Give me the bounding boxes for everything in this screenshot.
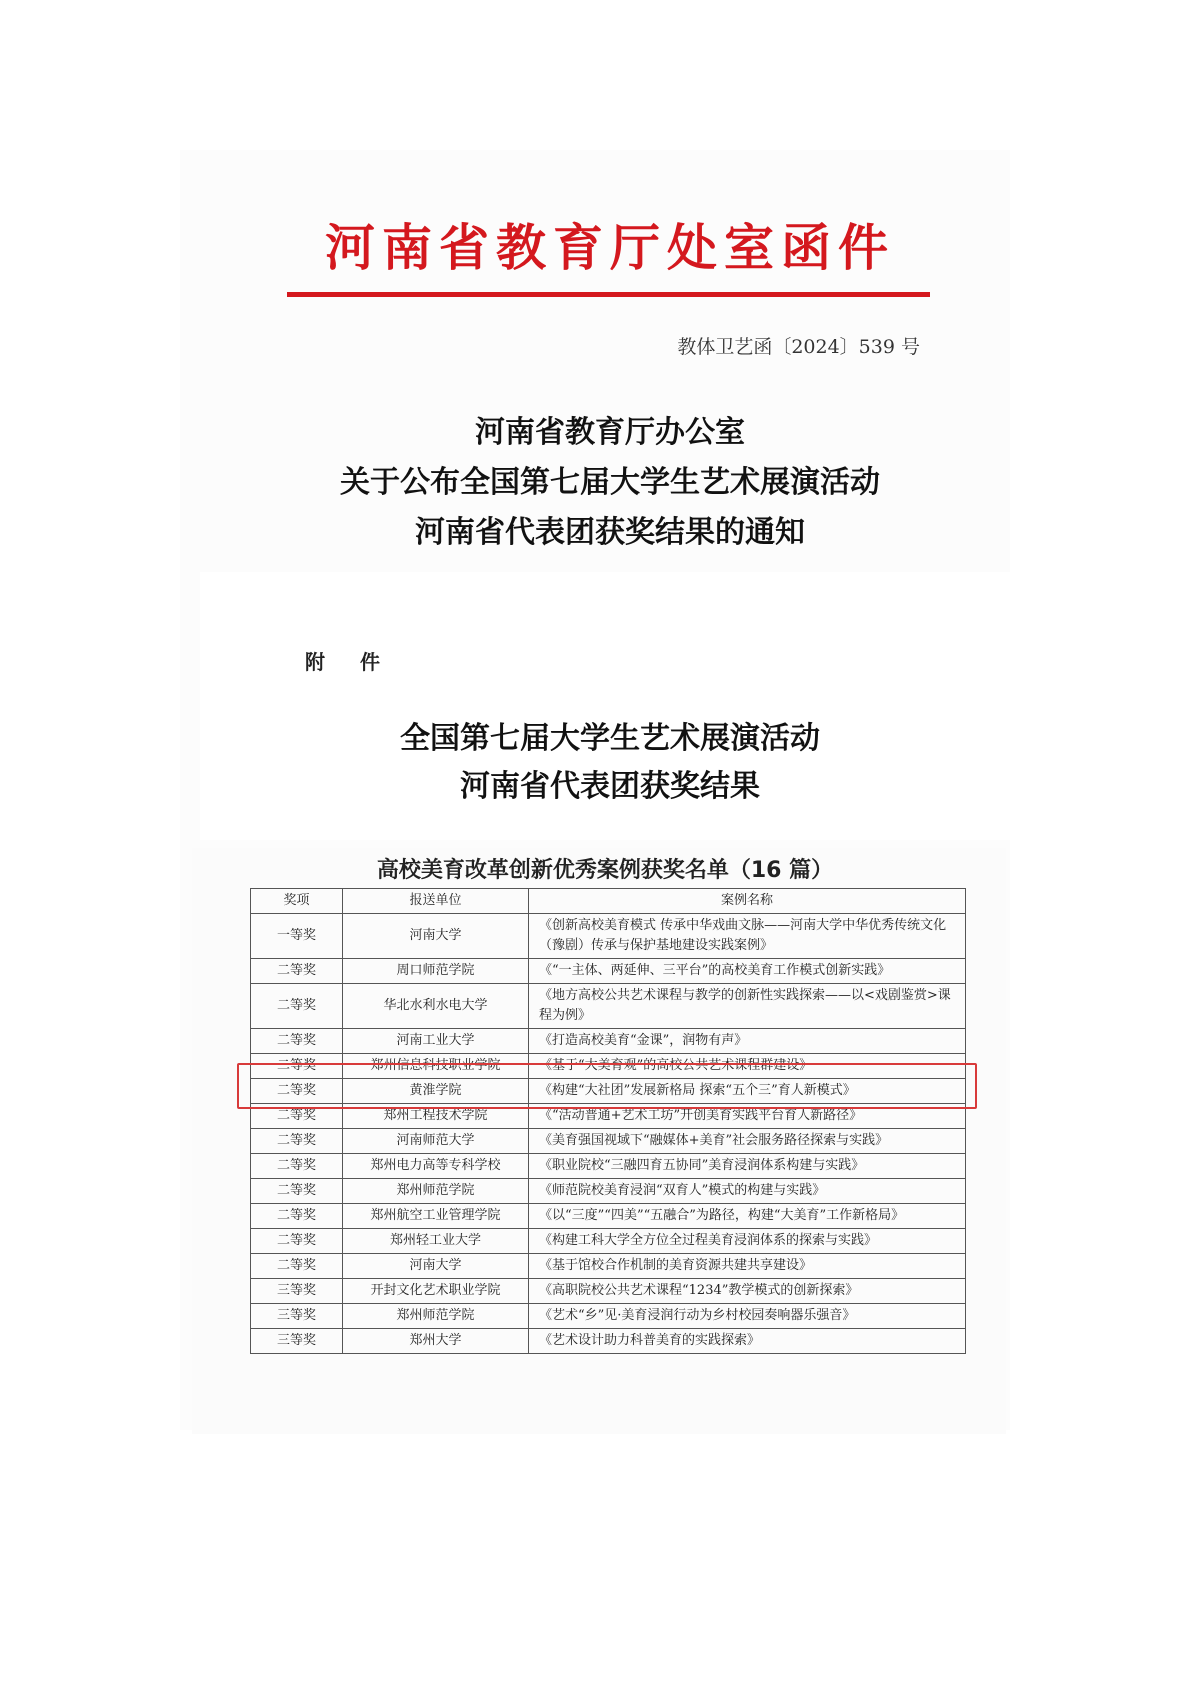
unit-cell: 河南师范大学	[343, 1129, 529, 1154]
header-case: 案例名称	[529, 889, 966, 914]
case-cell: 《高职院校公共艺术课程“1234”教学模式的创新探索》	[529, 1279, 966, 1304]
case-cell: 《职业院校“三融四育五协同”美育浸润体系构建与实践》	[529, 1154, 966, 1179]
case-cell: 《地方高校公共艺术课程与教学的创新性实践探索——以<戏剧鉴赏>课程为例》	[529, 984, 966, 1029]
award-cell: 二等奖	[251, 1204, 343, 1229]
table-row	[251, 1304, 966, 1329]
table-row	[251, 1229, 966, 1254]
notice-title-line: 河南省代表团获奖结果的通知	[415, 515, 805, 550]
case-cell: 《“活动普通+艺术工坊”开创美育实践平台育人新路径》	[529, 1104, 966, 1129]
attachment-label: 附 件	[305, 650, 394, 674]
header-award: 奖项	[251, 889, 343, 914]
results-title-line: 全国第七届大学生艺术展演活动	[400, 721, 820, 756]
table-caption: 高校美育改革创新优秀案例获奖名单（16 篇）	[376, 858, 834, 883]
unit-cell: 河南工业大学	[343, 1029, 529, 1054]
table-row	[251, 1129, 966, 1154]
case-cell: 《打造高校美育“金课”，润物有声》	[529, 1029, 966, 1054]
table-header-row	[251, 889, 966, 914]
award-cell: 二等奖	[251, 1229, 343, 1254]
highlight-box	[237, 1063, 977, 1109]
header-unit: 报送单位	[343, 889, 529, 914]
table-row	[251, 1254, 966, 1279]
notice-title	[270, 408, 950, 558]
award-cell: 二等奖	[251, 1054, 343, 1079]
case-cell: 《以“三度”“四美”“五融合”为路径，构建“大美育”工作新格局》	[529, 1204, 966, 1229]
award-cell: 二等奖	[251, 959, 343, 984]
award-cell: 二等奖	[251, 1104, 343, 1129]
case-cell: 《“一主体、两延伸、三平台”的高校美育工作模式创新实践》	[529, 959, 966, 984]
notice-title-line: 河南省教育厅办公室	[475, 415, 745, 450]
case-cell: 《艺术设计助力科普美育的实践探索》	[529, 1329, 966, 1354]
case-cell: 《创新高校美育模式 传承中华戏曲文脉——河南大学中华优秀传统文化（豫剧）传承与保护基地建设实践案例》	[529, 914, 966, 959]
letterhead-title: 河南省教育厅处室函件	[325, 218, 895, 277]
unit-cell: 郑州工程技术学院	[343, 1104, 529, 1129]
table-row	[251, 1279, 966, 1304]
unit-cell: 周口师范学院	[343, 959, 529, 984]
case-cell: 《基于“大美育观”的高校公共艺术课程群建设》	[529, 1054, 966, 1079]
document-number: 教体卫艺函〔2024〕539 号	[677, 336, 920, 358]
unit-cell: 郑州大学	[343, 1329, 529, 1354]
table-row	[251, 1029, 966, 1054]
notice-title-line: 关于公布全国第七届大学生艺术展演活动	[340, 465, 880, 500]
award-cell: 三等奖	[251, 1329, 343, 1354]
award-cell: 二等奖	[251, 984, 343, 1029]
unit-cell: 郑州信息科技职业学院	[343, 1054, 529, 1079]
table-row	[251, 1204, 966, 1229]
case-cell: 《构建“大社团”发展新格局 探索“五个三”育人新模式》	[529, 1079, 966, 1104]
award-cell: 一等奖	[251, 914, 343, 959]
award-cell: 二等奖	[251, 1129, 343, 1154]
table-row	[251, 914, 966, 959]
case-cell: 《构建工科大学全方位全过程美育浸润体系的探索与实践》	[529, 1229, 966, 1254]
unit-cell: 华北水利水电大学	[343, 984, 529, 1029]
unit-cell: 郑州轻工业大学	[343, 1229, 529, 1254]
award-cell: 二等奖	[251, 1154, 343, 1179]
unit-cell: 黄淮学院	[343, 1079, 529, 1104]
letterhead-red-rule	[287, 292, 930, 297]
case-cell: 《美育强国视域下“融媒体+美育”社会服务路径探索与实践》	[529, 1129, 966, 1154]
case-cell: 《基于馆校合作机制的美育资源共建共享建设》	[529, 1254, 966, 1279]
table-row	[251, 959, 966, 984]
award-cell: 二等奖	[251, 1179, 343, 1204]
award-cell: 二等奖	[251, 1254, 343, 1279]
table-row	[251, 984, 966, 1029]
unit-cell: 河南大学	[343, 914, 529, 959]
case-cell: 《师范院校美育浸润“双育人”模式的构建与实践》	[529, 1179, 966, 1204]
award-table	[250, 888, 966, 1354]
award-cell: 三等奖	[251, 1279, 343, 1304]
table-row	[251, 1179, 966, 1204]
unit-cell: 郑州师范学院	[343, 1304, 529, 1329]
table-row	[251, 1154, 966, 1179]
unit-cell: 郑州电力高等专科学校	[343, 1154, 529, 1179]
unit-cell: 郑州师范学院	[343, 1179, 529, 1204]
award-cell: 二等奖	[251, 1029, 343, 1054]
award-cell: 三等奖	[251, 1304, 343, 1329]
table-row	[251, 1329, 966, 1354]
results-title-line: 河南省代表团获奖结果	[460, 769, 760, 804]
unit-cell: 郑州航空工业管理学院	[343, 1204, 529, 1229]
unit-cell: 河南大学	[343, 1254, 529, 1279]
award-cell: 二等奖	[251, 1079, 343, 1104]
results-title	[300, 715, 920, 811]
case-cell: 《艺术“乡”见·美育浸润行动为乡村校园奏响器乐强音》	[529, 1304, 966, 1329]
unit-cell: 开封文化艺术职业学院	[343, 1279, 529, 1304]
